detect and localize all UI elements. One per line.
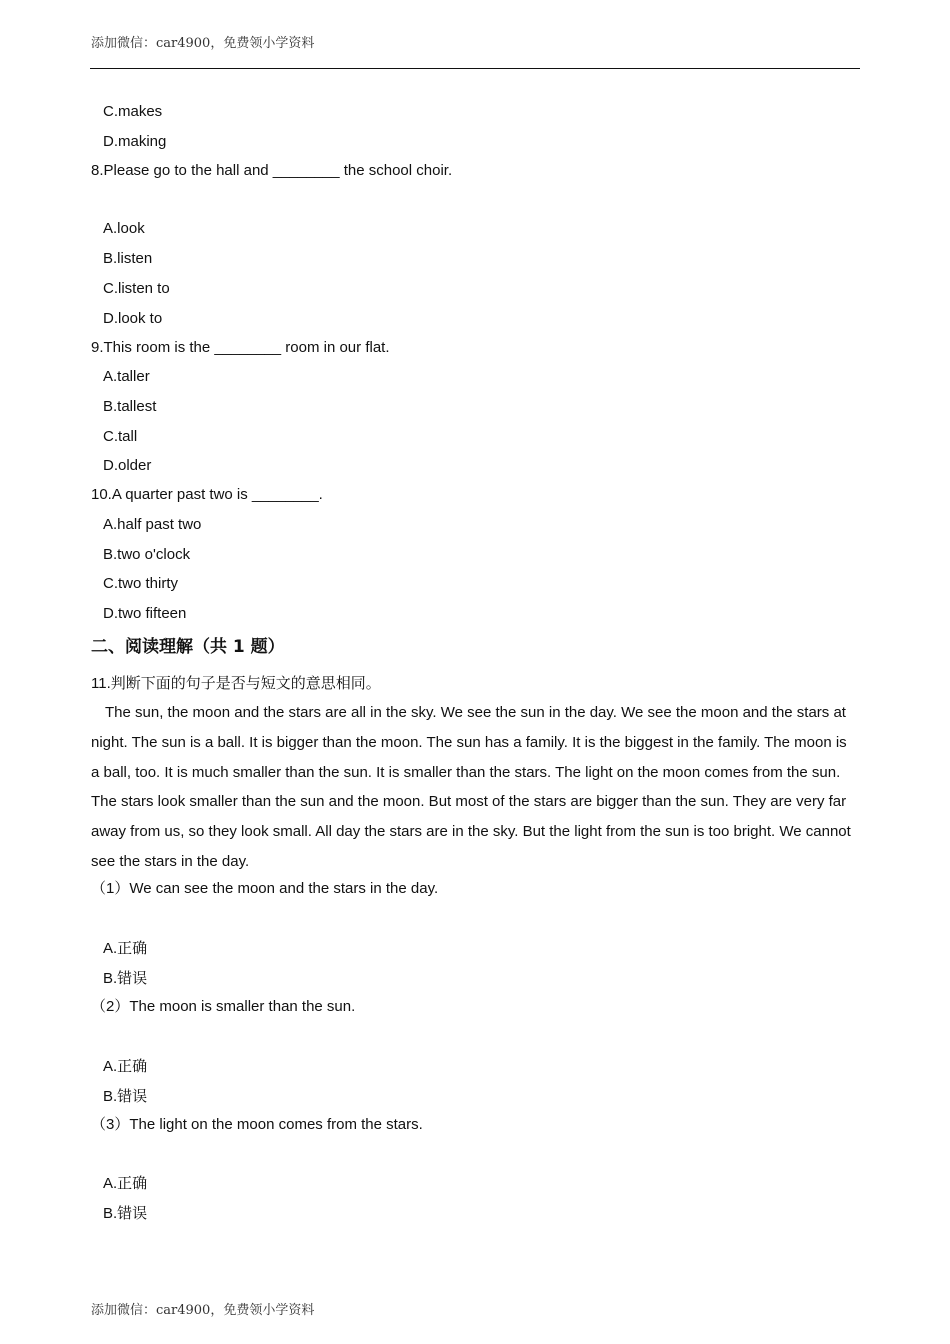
page-footer: 添加微信：car4900，免费领小学资料: [91, 1303, 315, 1318]
q8-stem: 8.Please go to the hall and ________ the school choir.: [91, 162, 453, 179]
q10-option-b: B.two o'clock: [103, 546, 191, 563]
q9-option-c: C.tall: [103, 428, 138, 445]
q9-option-d: D.older: [103, 457, 152, 474]
q11-sub3-option-a: A.正确: [103, 1175, 148, 1192]
q11-sub2-option-a: A.正确: [103, 1058, 148, 1075]
q11-sub3-stem: （3）The light on the moon comes from the stars.: [91, 1116, 423, 1133]
q8-option-d: D.look to: [103, 310, 163, 327]
header-divider: [90, 68, 860, 69]
q8-option-b: B.listen: [103, 250, 153, 267]
q9-option-b: B.tallest: [103, 398, 157, 415]
q11-stem: 11.判断下面的句子是否与短文的意思相同。: [91, 675, 381, 692]
q7-option-d: D.making: [103, 133, 167, 150]
reading-passage: [91, 698, 851, 877]
q9-option-a: A.taller: [103, 368, 150, 385]
q11-sub2-stem: （2）The moon is smaller than the sun.: [91, 998, 356, 1015]
passage-text: The sun, the moon and the stars are all in the sky. We see the sun in the day. We see the moon and the stars at night. The sun is a ball. It is bigger than the moon. The sun has a family. It is the biggest in the family. The moon is a ball, too. It is much smaller than the sun. It is smaller than the stars. The light on the moon comes from the sun. The stars look smaller than the sun and the moon. But most of the stars are bigger than the sun. They are very far away from us, so they look small. All day the stars are in the sky. But the light from the sun is too bright. We cannot see the stars in the day.: [91, 704, 851, 870]
q11-sub2-option-b: B.错误: [103, 1088, 148, 1105]
q11-sub1-option-a: A.正确: [103, 940, 148, 957]
page-header: 添加微信：car4900，免费领小学资料: [91, 36, 315, 51]
q11-sub1-option-b: B.错误: [103, 970, 148, 987]
q11-sub1-stem: （1）We can see the moon and the stars in the day.: [91, 880, 439, 897]
q8-option-c: C.listen to: [103, 280, 170, 297]
q10-option-c: C.two thirty: [103, 575, 179, 592]
q10-stem: 10.A quarter past two is ________.: [91, 486, 323, 503]
q10-option-a: A.half past two: [103, 516, 202, 533]
q10-option-d: D.two fifteen: [103, 605, 187, 622]
q9-stem: 9.This room is the ________ room in our flat.: [91, 339, 390, 356]
section-title: 二、阅读理解（共 1 题）: [91, 637, 285, 657]
q11-sub3-option-b: B.错误: [103, 1205, 148, 1222]
q8-option-a: A.look: [103, 220, 145, 237]
q7-option-c: C.makes: [103, 103, 163, 120]
